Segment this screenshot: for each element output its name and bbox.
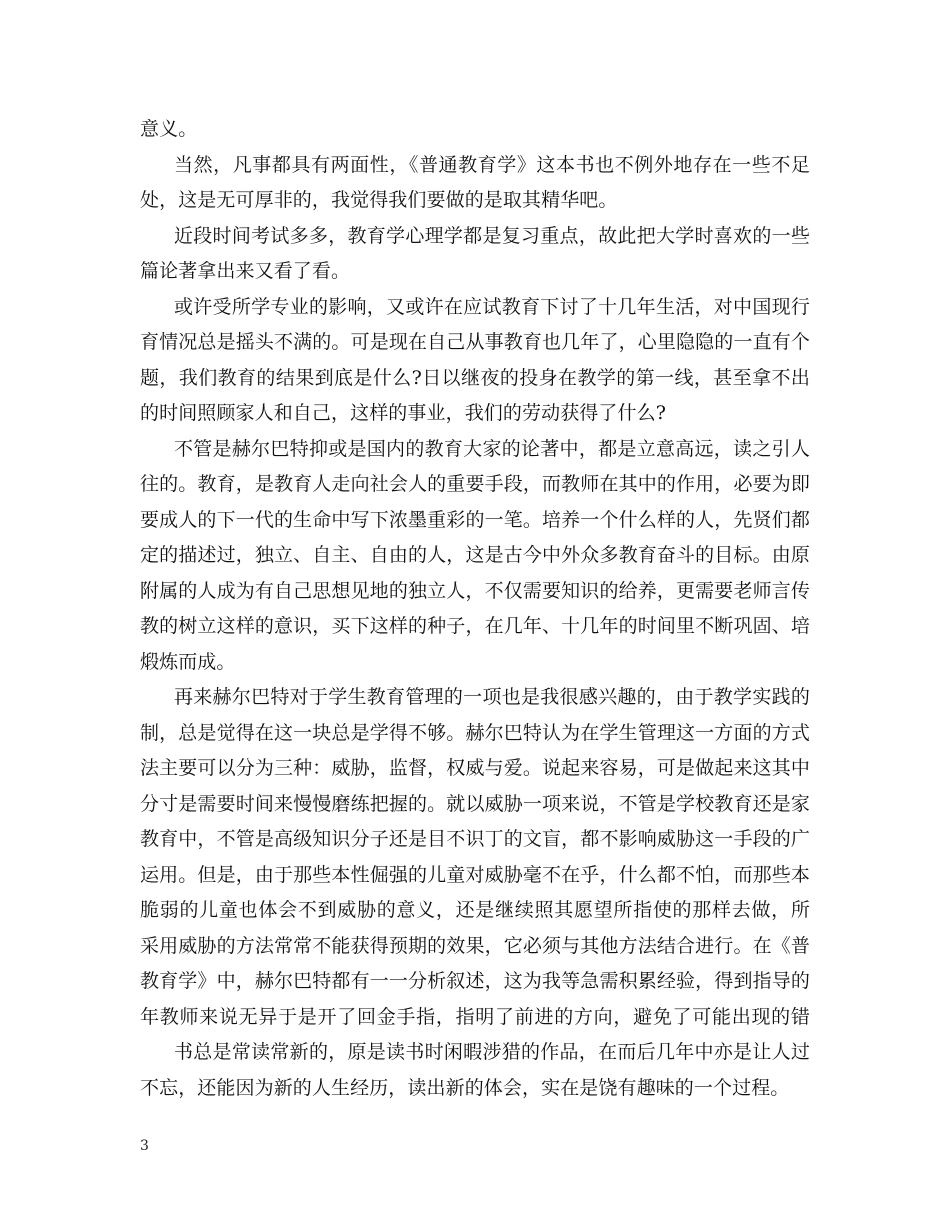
text-line: 煅炼而成。 [140,650,236,673]
text-line: 不忘，还能因为新的人生经历，读出新的体会，实在是饶有趣味的一个过程。 [140,1076,790,1099]
text-line: 定的描述过，独立、自主、自由的人，这是古今中外众多教育奋斗的目标。由原 [140,544,810,566]
text-line: 年教师来说无异于是开了回金手指，指明了前进的方向，避免了可能出现的错 [140,1005,810,1028]
document-page [140,112,810,1106]
text-line: 篇论著拿出来又看了看。 [140,260,351,282]
text-line: 近段时间考试多多，教育学心理学都是复习重点，故此把大学时喜欢的一些 [174,224,810,247]
page-number: 3 [140,1138,149,1154]
text-line: 题，我们教育的结果到底是什么?日以继夜的投身在教学的第一线，甚至拿不出 [140,366,810,389]
text-line: 意义。 [140,118,198,140]
text-line: 或许受所学专业的影响，又或许在应试教育下讨了十几年生活，对中国现行 [174,295,810,318]
text-line: 要成人的下一代的生命中写下浓墨重彩的一笔。培养一个什么样的人，先贤们都 [140,508,810,531]
text-line: 往的。教育，是教育人走向社会人的重要手段，而教师在其中的作用，必要为即 [140,473,810,495]
text-line: 当然，凡事都具有两面性，《普通教育学》这本书也不例外地存在一些不足 [174,153,810,176]
text-line: 书总是常读常新的，原是读书时闲暇涉猎的作品，在而后几年中亦是让人过 [174,1041,810,1063]
text-line: 的时间照顾家人和自己，这样的事业，我们的劳动获得了什么? [140,402,666,424]
text-line: 采用威胁的方法常常不能获得预期的效果，它必须与其他方法结合进行。在《普 [140,934,810,957]
text-line: 制，总是觉得在这一块总是学得不够。赫尔巴特认为在学生管理这一方面的方式 [140,721,810,744]
text-line: 教育学》中，赫尔巴特都有一一分析叙述，这为我等急需积累经验，得到指导的 [140,970,810,992]
text-line: 再来赫尔巴特对于学生教育管理的一项也是我很感兴趣的，由于教学实践的 [174,686,810,708]
text-line: 运用。但是，由于那些本性倔强的儿童对威胁毫不在乎，什么都不怕，而那些本 [140,863,810,886]
text-line: 教的树立这样的意识，买下这样的种子，在几年、十几年的时间里不断巩固、培 [140,615,810,637]
text-line: 分寸是需要时间来慢慢磨练把握的。就以威胁一项来说，不管是学校教育还是家 [140,792,810,815]
text-line: 处，这是无可厚非的，我觉得我们要做的是取其精华吧。 [140,189,618,211]
text-line: 脆弱的儿童也体会不到威胁的意义，还是继续照其愿望所指使的那样去做，所 [140,899,810,921]
text-line: 不管是赫尔巴特抑或是国内的教育大家的论著中，都是立意高远，读之引人 [174,437,810,460]
text-line: 附属的人成为有自己思想见地的独立人，不仅需要知识的给养，更需要老师言传 [140,579,810,602]
text-line: 教育中，不管是高级知识分子还是目不识丁的文盲，都不影响威胁这一手段的广 [140,828,810,850]
text-line: 育情况总是摇头不满的。可是现在自己从事教育也几年了，心里隐隐的一直有个 [140,331,810,353]
text-line: 法主要可以分为三种：威胁，监督，权威与爱。说起来容易，可是做起来这其中 [140,757,810,779]
